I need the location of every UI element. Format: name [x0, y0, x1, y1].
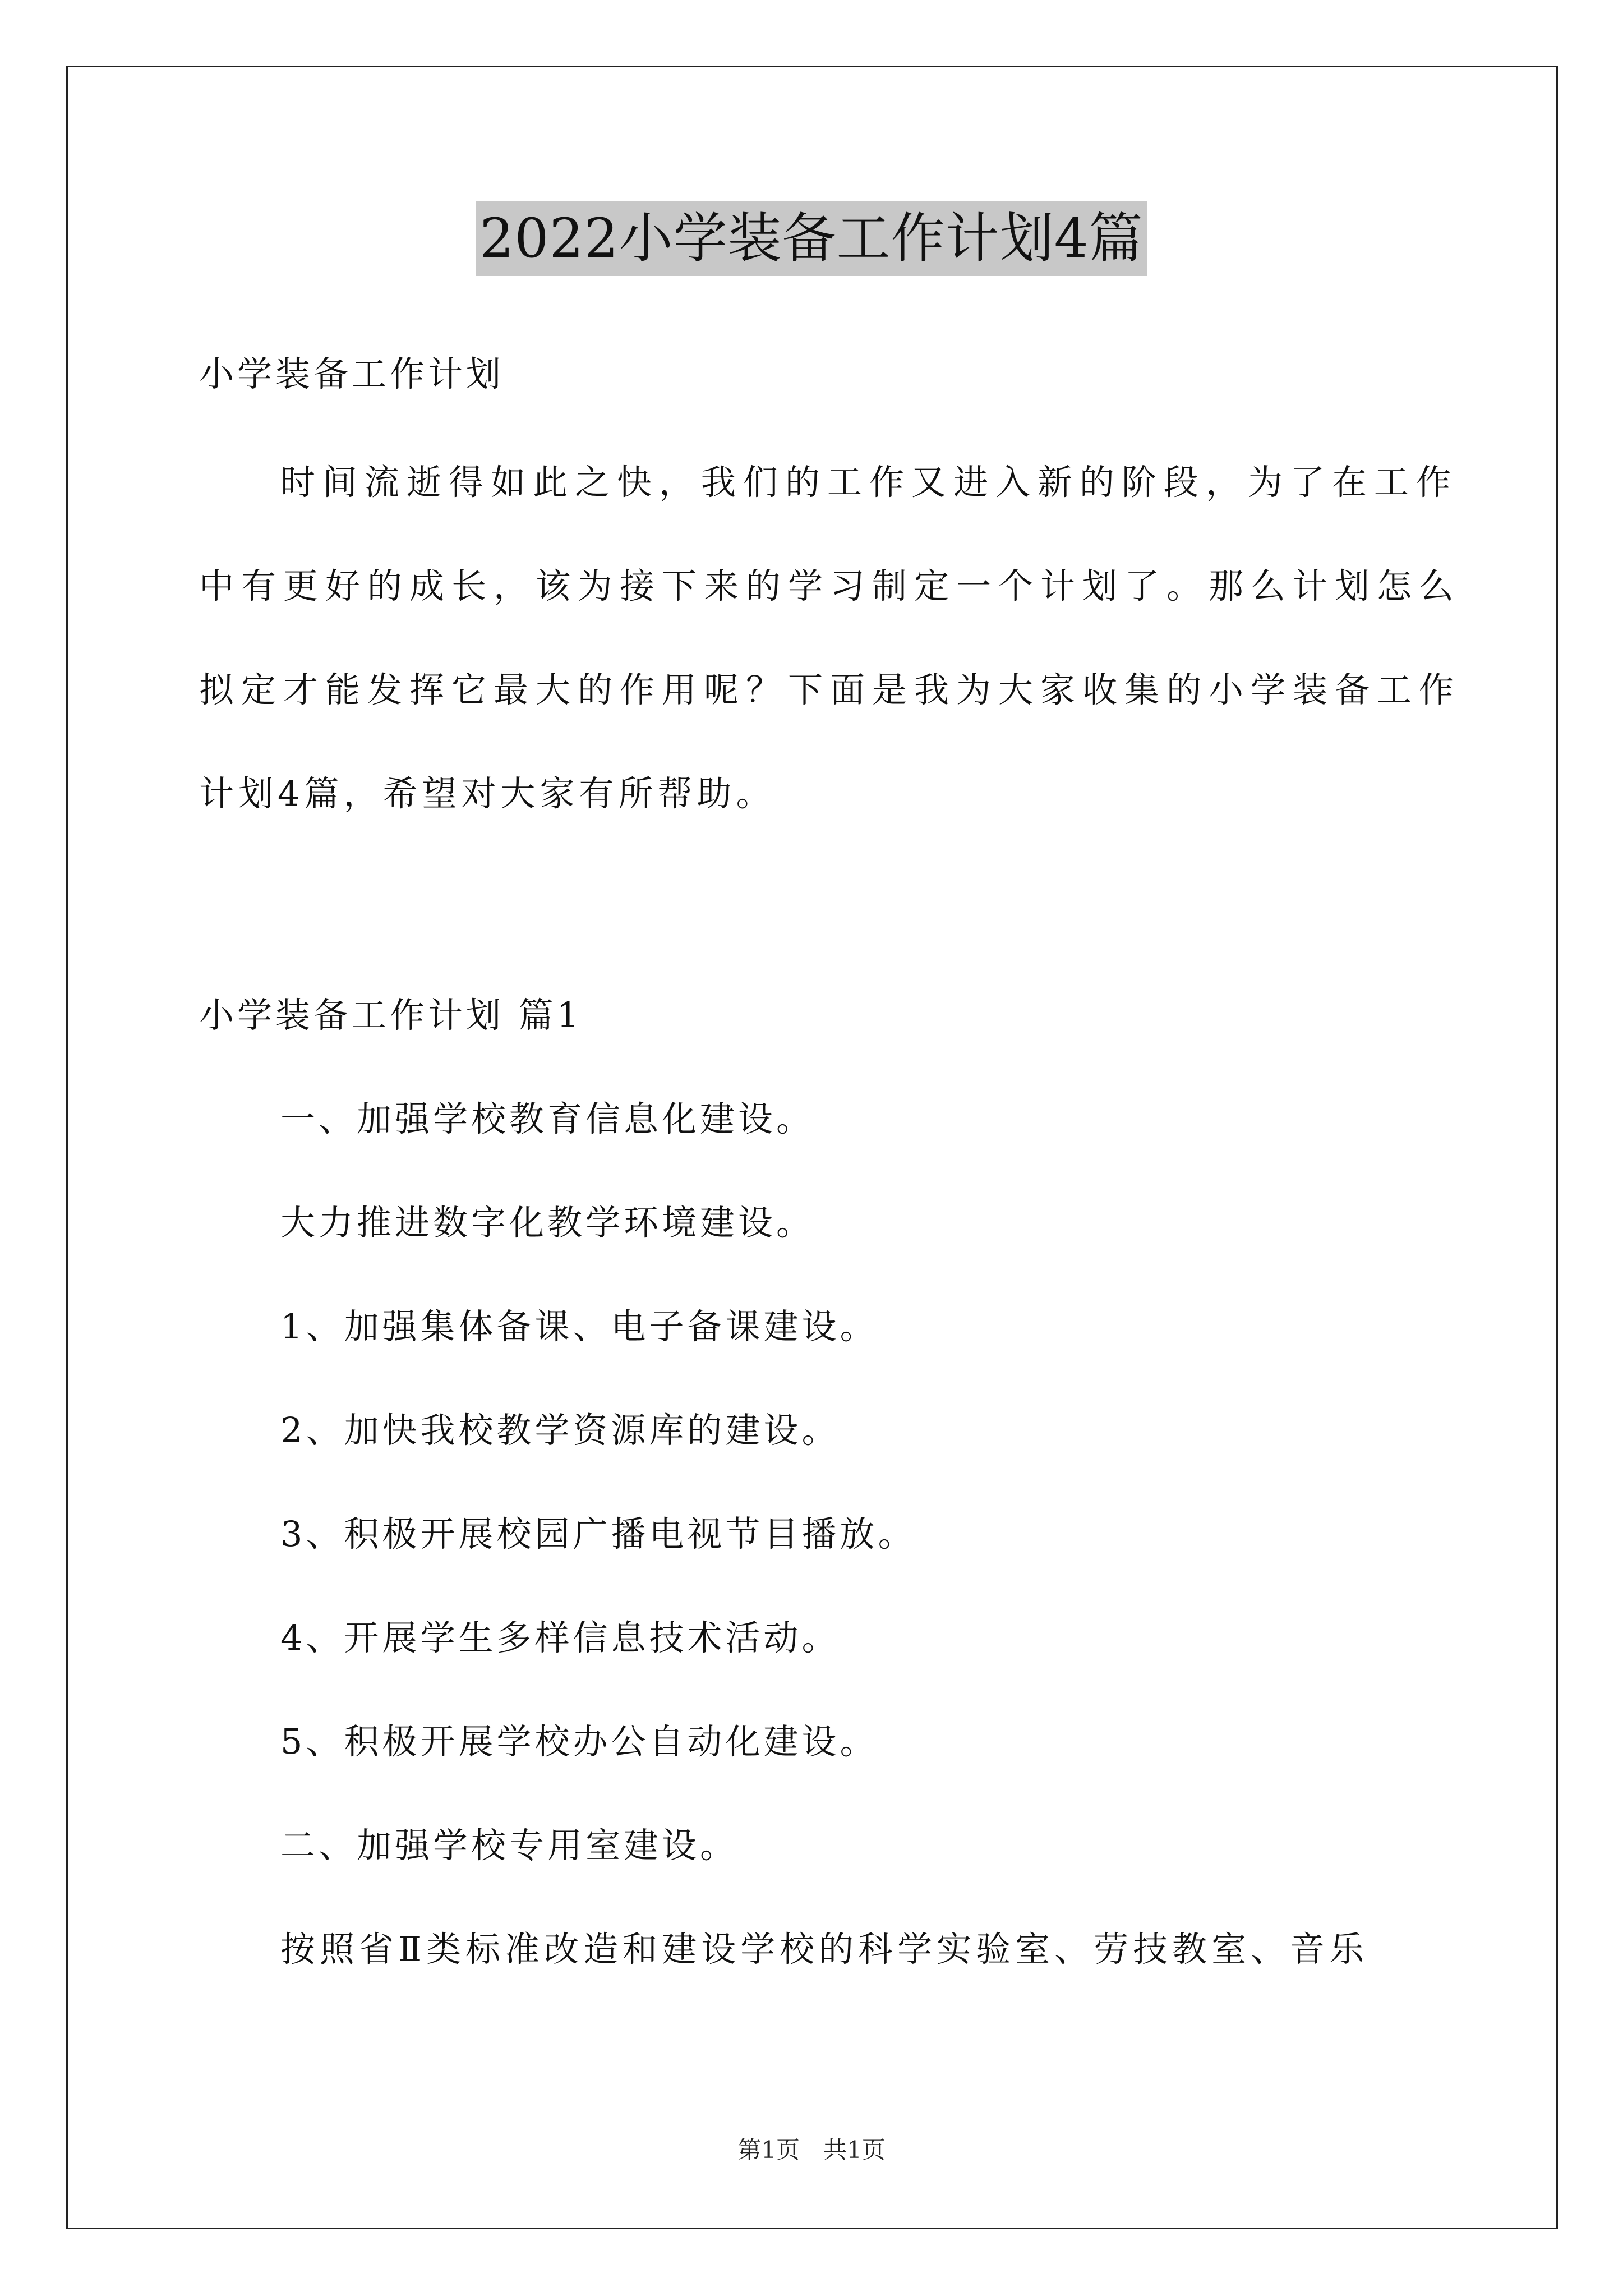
document-subtitle: 小学装备工作计划	[199, 353, 505, 394]
content-line: 大力推进数字化教学环境建设。	[280, 1202, 815, 1243]
content-line: 4、开展学生多样信息技术活动。	[280, 1617, 840, 1658]
intro-line: 计划4篇，希望对大家有所帮助。	[199, 773, 776, 814]
document-title: 2022小学装备工作计划4篇	[476, 201, 1146, 276]
content-line: 5、积极开展学校办公自动化建设。	[280, 1721, 878, 1762]
intro-line: 时间流逝得如此之快，我们的工作又进入新的阶段，为了在工作	[280, 462, 1459, 503]
content-line: 3、积极开展校园广播电视节目播放。	[280, 1513, 916, 1554]
content-line: 二、加强学校专用室建设。	[280, 1825, 739, 1866]
intro-line: 拟定才能发挥它最大的作用呢？下面是我为大家收集的小学装备工作	[199, 669, 1461, 710]
content-line: 一、加强学校教育信息化建设。	[280, 1098, 815, 1139]
section-heading: 小学装备工作计划 篇1	[199, 995, 583, 1036]
page-number-total: 共1页	[823, 2136, 886, 2164]
title-container	[0, 201, 1623, 276]
content-line: 2、加快我校教学资源库的建设。	[280, 1410, 840, 1451]
intro-line: 中有更好的成长，该为接下来的学习制定一个计划了。那么计划怎么	[199, 565, 1461, 606]
content-line: 按照省Ⅱ类标准改造和建设学校的科学实验室、劳技教室、音乐	[280, 1929, 1369, 1970]
content-line: 1、加强集体备课、电子备课建设。	[280, 1306, 878, 1347]
page-footer	[0, 2134, 1623, 2166]
page-number-current: 第1页	[737, 2136, 800, 2164]
